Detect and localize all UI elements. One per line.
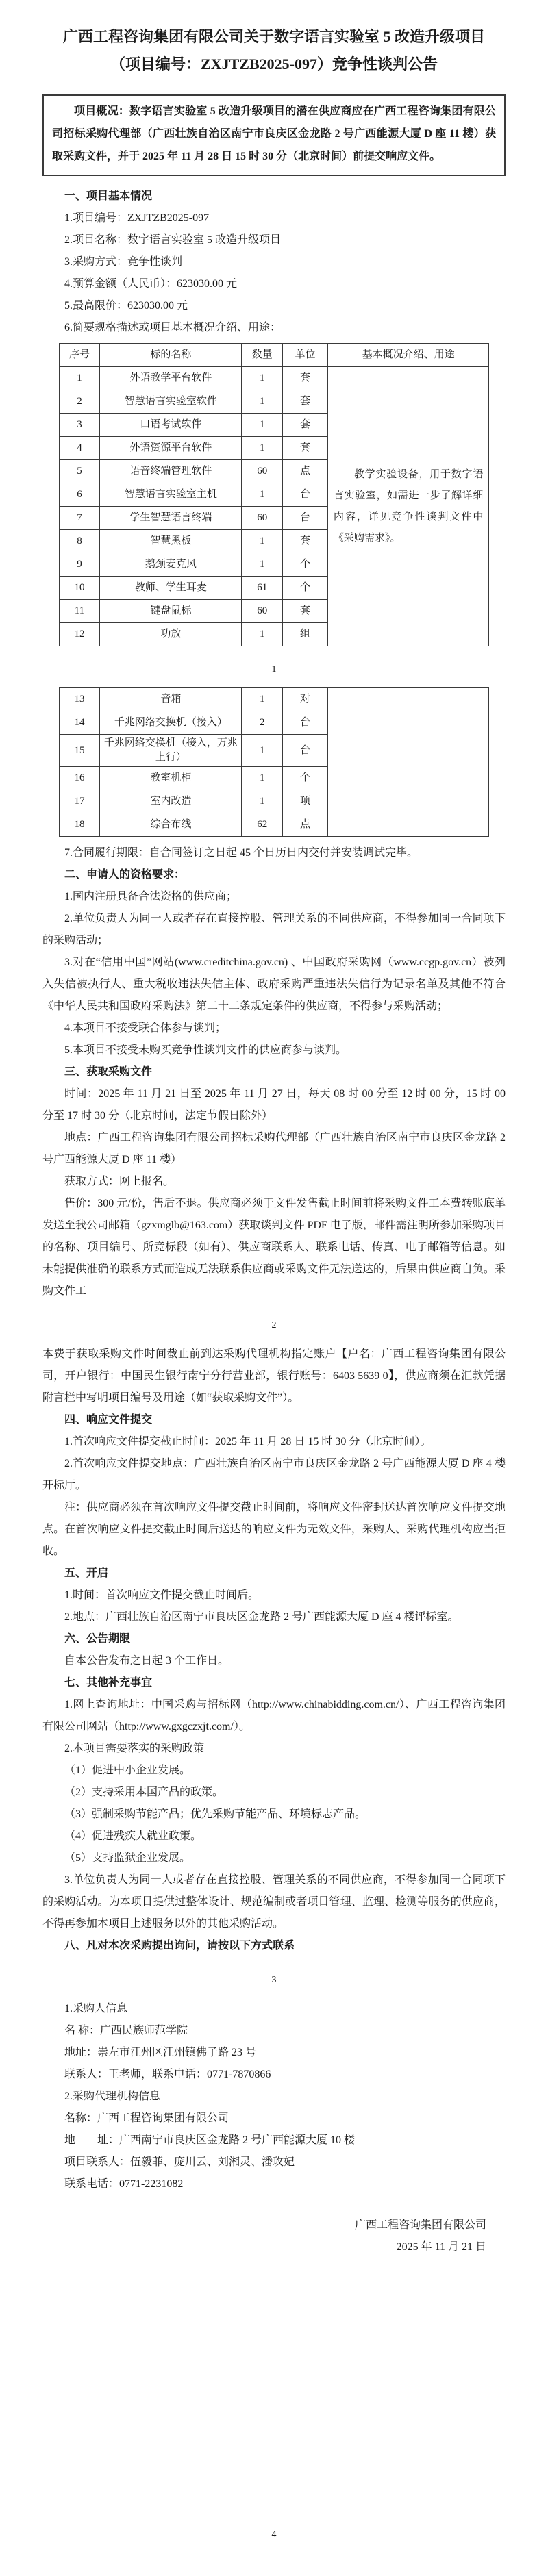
- section-heading-basic: 一、项目基本情况: [64, 190, 153, 202]
- table-cell: 智慧语言实验室主机: [100, 483, 242, 507]
- items-table-page2: [59, 687, 490, 837]
- qualification-item: 4.本项目不接受联合体参与谈判；: [64, 1022, 227, 1034]
- qualification-item: 5.本项目不接受未购买竞争性谈判文件的供应商参与谈判。: [64, 1044, 347, 1056]
- table-cell: 套: [283, 530, 328, 553]
- table-cell: 1: [242, 483, 283, 507]
- table-cell: 个: [283, 577, 328, 600]
- section-heading-notice-period: 六、公告期限: [64, 1633, 131, 1645]
- section-heading-other: 七、其他补充事宜: [64, 1677, 153, 1689]
- project-overview-box: [42, 94, 506, 176]
- page-number: 4: [271, 2529, 277, 2540]
- table-cell: 套: [283, 367, 328, 390]
- other-item: （1）促进中小企业发展。: [64, 1765, 191, 1776]
- basic-item: 4.预算金额（人民币）：623030.00 元: [64, 278, 238, 290]
- submission-item: 2.首次响应文件提交地点：广西壮族自治区南宁市良庆区金龙路 2 号广西能源大厦 D 座 4 楼开标厅。: [42, 1458, 506, 1491]
- other-item: 2.本项目需要落实的采购政策: [64, 1743, 205, 1754]
- table-cell: 1: [242, 553, 283, 577]
- agency-info-title: 2.采购代理机构信息: [64, 2091, 161, 2102]
- agency-name: 名称：广西工程咨询集团有限公司: [64, 2112, 229, 2124]
- project-overview-text: 项目概况：数字语言实验室 5 改造升级项目的潜在供应商应在广西工程咨询集团有限公司招标采购代理部（广西壮族自治区南宁市良庆区金龙路 2 号广西能源大厦 D 座 11 楼）获取采购文件，并于 2025 年 11 月 28 日 15 时 30 分（北京时间）前提交响应文件。: [52, 105, 496, 162]
- table-cell: 室内改造: [100, 790, 242, 813]
- purchaser-info-title: 1.采购人信息: [64, 2003, 128, 2015]
- table-header-row: [59, 344, 489, 367]
- obtain-price-part1: 售价：300 元/份，售后不退。供应商必须于文件发售截止时间前将采购文件工本费转账底单发送至我公司邮箱（gzxmglb@163.com）获取谈判文件 PDF 电子版，邮件需注明所参加采购项目的名称、项目编号、所竞标段（如有）、供应商联系人、联系电话、传真、电子邮箱等信息。如未能提供准确的联系方式而造成无法联系供应商或采购文件无法送达的，后果由供应商自负。采购文件工: [42, 1198, 506, 1297]
- table-cell: 台: [283, 483, 328, 507]
- table-cell: 综合布线: [100, 813, 242, 837]
- table-cell: 鹅颈麦克风: [100, 553, 242, 577]
- table-header-cell: 序号: [59, 344, 100, 367]
- doc-title-line-1: 广西工程咨询集团有限公司关于数字语言实验室 5 改造升级项目: [62, 28, 485, 45]
- doc-title-line-2: （项目编号：ZXJTZB2025-097）竞争性谈判公告: [110, 55, 438, 73]
- table-cell: 1: [242, 623, 283, 646]
- table-usage-note-cell-empty: [327, 688, 488, 837]
- table-cell: 1: [242, 390, 283, 414]
- obtain-time: 时间：2025 年 11 月 21 日至 2025 年 11 月 27 日，每天 08 时 00 分至 12 时 00 分，15 时 00 分至 17 时 30 分（北京时间，法定节假日除外）: [42, 1088, 506, 1122]
- table-cell: 13: [59, 688, 100, 711]
- table-cell: 61: [242, 577, 283, 600]
- table-cell: 2: [242, 711, 283, 735]
- obtain-method: 获取方式：网上报名。: [64, 1176, 175, 1187]
- table-cell: 千兆网络交换机（接入）: [100, 711, 242, 735]
- table-cell: 语音终端管理软件: [100, 460, 242, 483]
- notice-period-body: 自本公告发布之日起 3 个工作日。: [64, 1655, 229, 1667]
- table-cell: 60: [242, 600, 283, 623]
- obtain-price-part2: 本费于获取采购文件时间截止前到达采购代理机构指定账户【户名：广西工程咨询集团有限公司，开户银行：中国民生银行南宁分行营业部，银行账号：6403 5639 0】，供应商须在汇款凭据附言栏中写明项目编号及用途（如“获取采购文件”）。: [42, 1348, 506, 1404]
- table-cell: 台: [283, 711, 328, 735]
- qualification-item: 2.单位负责人为同一人或者存在直接控股、管理关系的不同供应商，不得参加同一合同项下的采购活动；: [42, 913, 506, 946]
- page-number: 1: [271, 664, 277, 674]
- table-cell: 套: [283, 600, 328, 623]
- section-heading-contact: 八、凡对本次采购提出询问，请按以下方式联系: [64, 1940, 295, 1952]
- signature-block: [42, 2214, 506, 2258]
- table-cell: 智慧语言实验室软件: [100, 390, 242, 414]
- table-cell: 智慧黑板: [100, 530, 242, 553]
- table-cell: 教师、学生耳麦: [100, 577, 242, 600]
- table-cell: 套: [283, 414, 328, 437]
- table-row: [59, 688, 489, 711]
- table-cell: 套: [283, 437, 328, 460]
- table-cell: 学生智慧语言终端: [100, 507, 242, 530]
- table-cell: 15: [59, 735, 100, 767]
- other-item: 3.单位负责人为同一人或者存在直接控股、管理关系的不同供应商，不得参加同一合同项下的采购活动。为本项目提供过整体设计、规范编制或者项目管理、监理、检测等服务的供应商，不得再参加本项目上述服务以外的其他采购活动。: [42, 1874, 506, 1930]
- table-cell: 9: [59, 553, 100, 577]
- table-cell: 4: [59, 437, 100, 460]
- signature-date: 2025 年 11 月 21 日: [396, 2241, 486, 2253]
- basic-item: 1.项目编号：ZXJTZB2025-097: [64, 212, 210, 224]
- submission-item: 1.首次响应文件提交截止时间：2025 年 11 月 28 日 15 时 30 分（北京时间）。: [64, 1436, 432, 1448]
- qualification-item: 1.国内注册具备合法资格的供应商；: [64, 891, 238, 902]
- table-cell: 7: [59, 507, 100, 530]
- section-heading-qualification: 二、申请人的资格要求：: [64, 869, 186, 881]
- table-cell: 1: [242, 414, 283, 437]
- signature-company: 广西工程咨询集团有限公司: [354, 2219, 486, 2231]
- opening-item: 1.时间：首次响应文件提交截止时间后。: [64, 1589, 260, 1601]
- table-header-cell: 标的名称: [100, 344, 242, 367]
- basic-item: 2.项目名称：数字语言实验室 5 改造升级项目: [64, 234, 282, 246]
- section-heading-obtain: 三、获取采购文件: [64, 1066, 153, 1078]
- table-cell: 1: [242, 790, 283, 813]
- section-heading-opening: 五、开启: [64, 1567, 109, 1579]
- purchaser-name: 名 称：广西民族师范学院: [64, 2025, 188, 2036]
- table-cell: 对: [283, 688, 328, 711]
- table-cell: 6: [59, 483, 100, 507]
- opening-item: 2.地点：广西壮族自治区南宁市良庆区金龙路 2 号广西能源大厦 D 座 4 楼评标室。: [64, 1611, 459, 1623]
- table-cell: 套: [283, 390, 328, 414]
- table-cell: 千兆网络交换机（接入，万兆上行）: [100, 735, 242, 767]
- table-cell: 项: [283, 790, 328, 813]
- table-cell: 16: [59, 767, 100, 790]
- table-cell: 点: [283, 813, 328, 837]
- agency-address: 地 址：广西南宁市良庆区金龙路 2 号广西能源大厦 10 楼: [64, 2134, 356, 2146]
- table-cell: 1: [242, 530, 283, 553]
- table-cell: 外语资源平台软件: [100, 437, 242, 460]
- table-cell: 11: [59, 600, 100, 623]
- table-cell: 台: [283, 507, 328, 530]
- basic-item: 5.最高限价：623030.00 元: [64, 300, 188, 312]
- table-cell: 12: [59, 623, 100, 646]
- items-table-page1: [59, 343, 490, 646]
- table-cell: 个: [283, 553, 328, 577]
- table-cell: 音箱: [100, 688, 242, 711]
- other-item: （3）强制采购节能产品；优先采购节能产品、环境标志产品。: [64, 1808, 366, 1820]
- table-header-cell: 单位: [283, 344, 328, 367]
- basic-contract-term: 7.合同履行期限：自合同签订之日起 45 个日历日内交付并安装调试完毕。: [64, 847, 419, 859]
- table-cell: 点: [283, 460, 328, 483]
- other-item: （5）支持监狱企业发展。: [64, 1852, 191, 1864]
- other-item: （4）促进残疾人就业政策。: [64, 1830, 202, 1842]
- table-cell: 个: [283, 767, 328, 790]
- other-item: （2）支持采用本国产品的政策。: [64, 1786, 224, 1798]
- section-heading-submission: 四、响应文件提交: [64, 1414, 153, 1426]
- table-cell: 60: [242, 460, 283, 483]
- table-cell: 口语考试软件: [100, 414, 242, 437]
- table-cell: 1: [59, 367, 100, 390]
- submission-note: 注：供应商必须在首次响应文件提交截止时间前，将响应文件密封送达首次响应文件提交地点。在首次响应文件提交截止时间后送达的响应文件为无效文件，采购人、采购代理机构应当拒收。: [42, 1502, 506, 1557]
- basic-item: 3.采购方式：竞争性谈判: [64, 256, 183, 268]
- table-cell: 功放: [100, 623, 242, 646]
- table-cell: 2: [59, 390, 100, 414]
- table-header-cell: 数量: [242, 344, 283, 367]
- table-cell: 8: [59, 530, 100, 553]
- obtain-place: 地点：广西工程咨询集团有限公司招标采购代理部（广西壮族自治区南宁市良庆区金龙路 2 号广西能源大厦 D 座 11 楼）: [42, 1132, 506, 1165]
- table-cell: 1: [242, 688, 283, 711]
- other-item: 1.网上查询地址：中国采购与招标网（http://www.chinabidding.com.cn/）、广西工程咨询集团有限公司网站（http://www.gxgczxjt.com/）。: [42, 1699, 506, 1732]
- table-cell: 1: [242, 767, 283, 790]
- table-cell: 1: [242, 735, 283, 767]
- table-cell: 1: [242, 367, 283, 390]
- table-cell: 14: [59, 711, 100, 735]
- table-cell: 3: [59, 414, 100, 437]
- table-cell: 60: [242, 507, 283, 530]
- table-cell: 1: [242, 437, 283, 460]
- purchaser-contact: 联系人：王老师，联系电话：0771-7870866: [64, 2069, 271, 2080]
- table-cell: 外语教学平台软件: [100, 367, 242, 390]
- table-cell: 5: [59, 460, 100, 483]
- purchaser-address: 地址：崇左市江州区江州镇佛子路 23 号: [64, 2047, 257, 2058]
- table-cell: 10: [59, 577, 100, 600]
- doc-title: [42, 23, 506, 78]
- table-usage-note-cell: [327, 367, 488, 646]
- table-cell: 组: [283, 623, 328, 646]
- table-cell: 台: [283, 735, 328, 767]
- basic-item: 6.简要规格描述或项目基本概况介绍、用途：: [64, 322, 282, 333]
- table-usage-note: 教学实验设备，用于数字语言实验室，如需进一步了解详细内容，详见竞争性谈判文件中《采购需求》。: [333, 468, 484, 544]
- table-cell: 教室机柜: [100, 767, 242, 790]
- agency-contacts: 项目联系人：伍毅菲、庞川云、刘湘灵、潘玫妃: [64, 2156, 295, 2168]
- table-cell: 键盘鼠标: [100, 600, 242, 623]
- agency-phone: 联系电话：0771-2231082: [64, 2178, 184, 2190]
- table-cell: 62: [242, 813, 283, 837]
- table-header-cell: 基本概况介绍、用途: [327, 344, 488, 367]
- page-number: 3: [271, 1975, 277, 1985]
- table-row: [59, 367, 489, 390]
- table-cell: 18: [59, 813, 100, 837]
- page-number: 2: [271, 1320, 277, 1330]
- qualification-item: 3.对在“信用中国”网站(www.creditchina.gov.cn) 、中国政府采购网（www.ccgp.gov.cn）被列入失信被执行人、重大税收违法失信主体、政府采购严重违法失信行为记录名单及其他不符合《中华人民共和国政府采购法》第二十二条规定条件的供应商，不得参与采购活动；: [42, 957, 506, 1012]
- table-cell: 17: [59, 790, 100, 813]
